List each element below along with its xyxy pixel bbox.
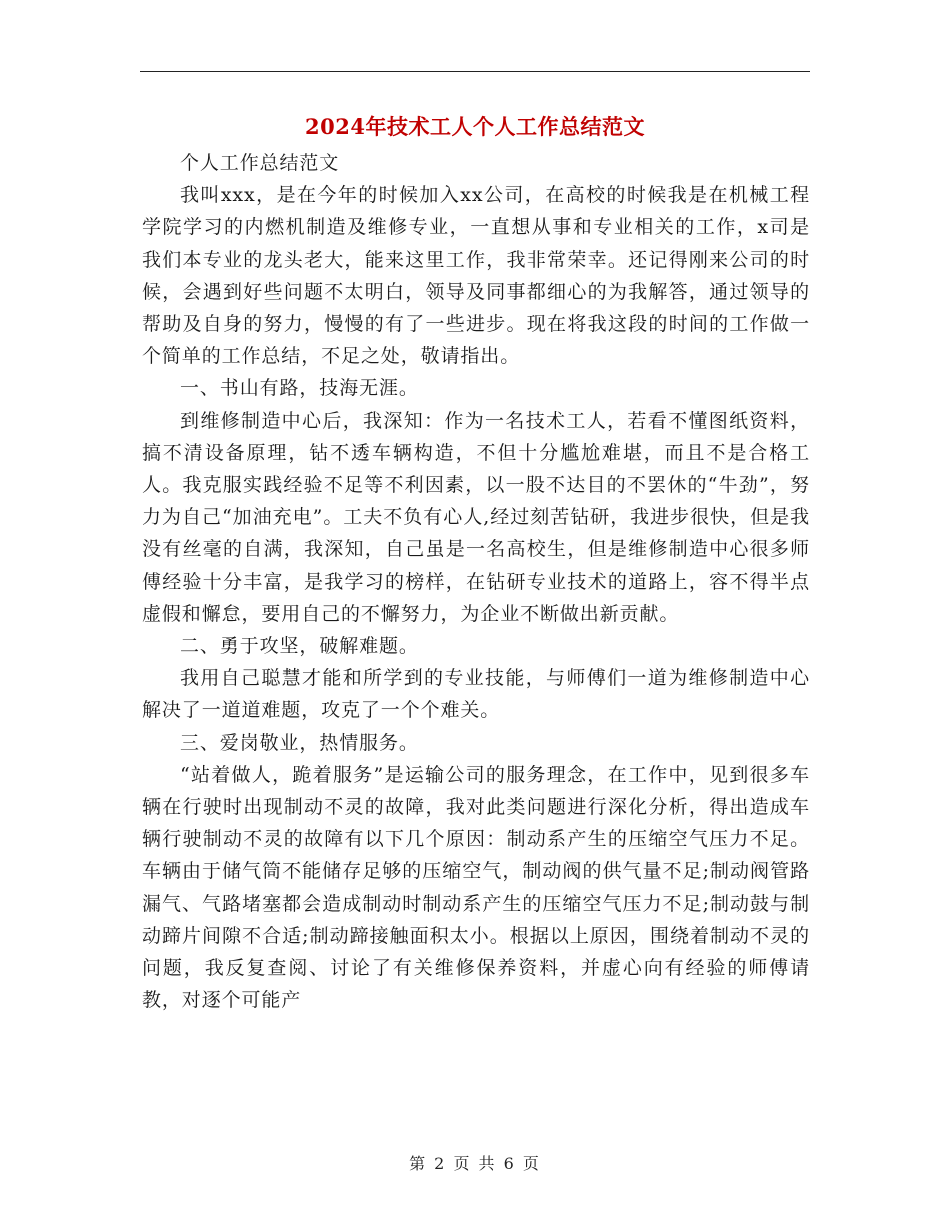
header-rule — [140, 71, 810, 72]
paragraph-section-2: 我用自己聪慧才能和所学到的专业技能，与师傅们一道为维修制造中心解决了一道道难题，攻克了一个个难关。 — [142, 667, 810, 722]
paragraph-intro: 我叫xxx，是在今年的时候加入xx公司，在高校的时候我是在机械工程学院学习的内燃机制造及维修专业，一直想从事和专业相关的工作，x司是我们本专业的龙头老大，能来这里工作，我非常荣幸。还记得刚来公司的时候，会遇到好些问题不太明白，领导及同事都细心的为我解答，通过领导的帮助及自身的努力，慢慢的有了一些进步。现在将我这段的时间的工作做一个简单的工作总结，不足之处，敬请指出。 — [142, 184, 810, 368]
section-heading-2: 二、勇于攻坚，破解难题。 — [180, 635, 419, 658]
section-heading-1: 一、书山有路，技海无涯。 — [180, 377, 419, 400]
document-body — [142, 147, 810, 1016]
section-heading-3: 三、爱岗敬业，热情服务。 — [180, 731, 419, 754]
paragraph-subtitle: 个人工作总结范文 — [180, 152, 340, 174]
document-title: 2024年技术工人个人工作总结范文 — [305, 114, 645, 139]
paragraph-section-1: 到维修制造中心后，我深知：作为一名技术工人，若看不懂图纸资料，搞不清设备原理，钻不透车辆构造，不但十分尴尬难堪，而且不是合格工人。我克服实践经验不足等不利因素，以一股不达目的不罢休的“牛劲”，努力为自己“加油充电”。工夫不负有心人,经过刻苦钻研，我进步很快，但是我没有丝毫的自满，我深知，自己虽是一名高校生，但是维修制造中心很多师傅经验十分丰富，是我学习的榜样，在钻研专业技术的道路上，容不得半点虚假和懈怠，要用自己的不懈努力，为企业不断做出新贡献。 — [142, 409, 810, 625]
page-footer: 第 2 页 共 6 页 — [409, 1154, 541, 1173]
paragraph-section-3: “站着做人，跪着服务”是运输公司的服务理念，在工作中，见到很多车辆在行驶时出现制动不灵的故障，我对此类问题进行深化分析，得出造成车辆行驶制动不灵的故障有以下几个原因：制动系产生的压缩空气压力不足。车辆由于储气筒不能储存足够的压缩空气，制动阀的供气量不足;制动阀管路漏气、气路堵塞都会造成制动时制动系产生的压缩空气压力不足;制动鼓与制动蹄片间隙不合适;制动蹄接触面积太小。根据以上原因，围绕着制动不灵的问题，我反复查阅、讨论了有关维修保养资料，并虚心向有经验的师傅请教，对逐个可能产 — [142, 763, 810, 1012]
